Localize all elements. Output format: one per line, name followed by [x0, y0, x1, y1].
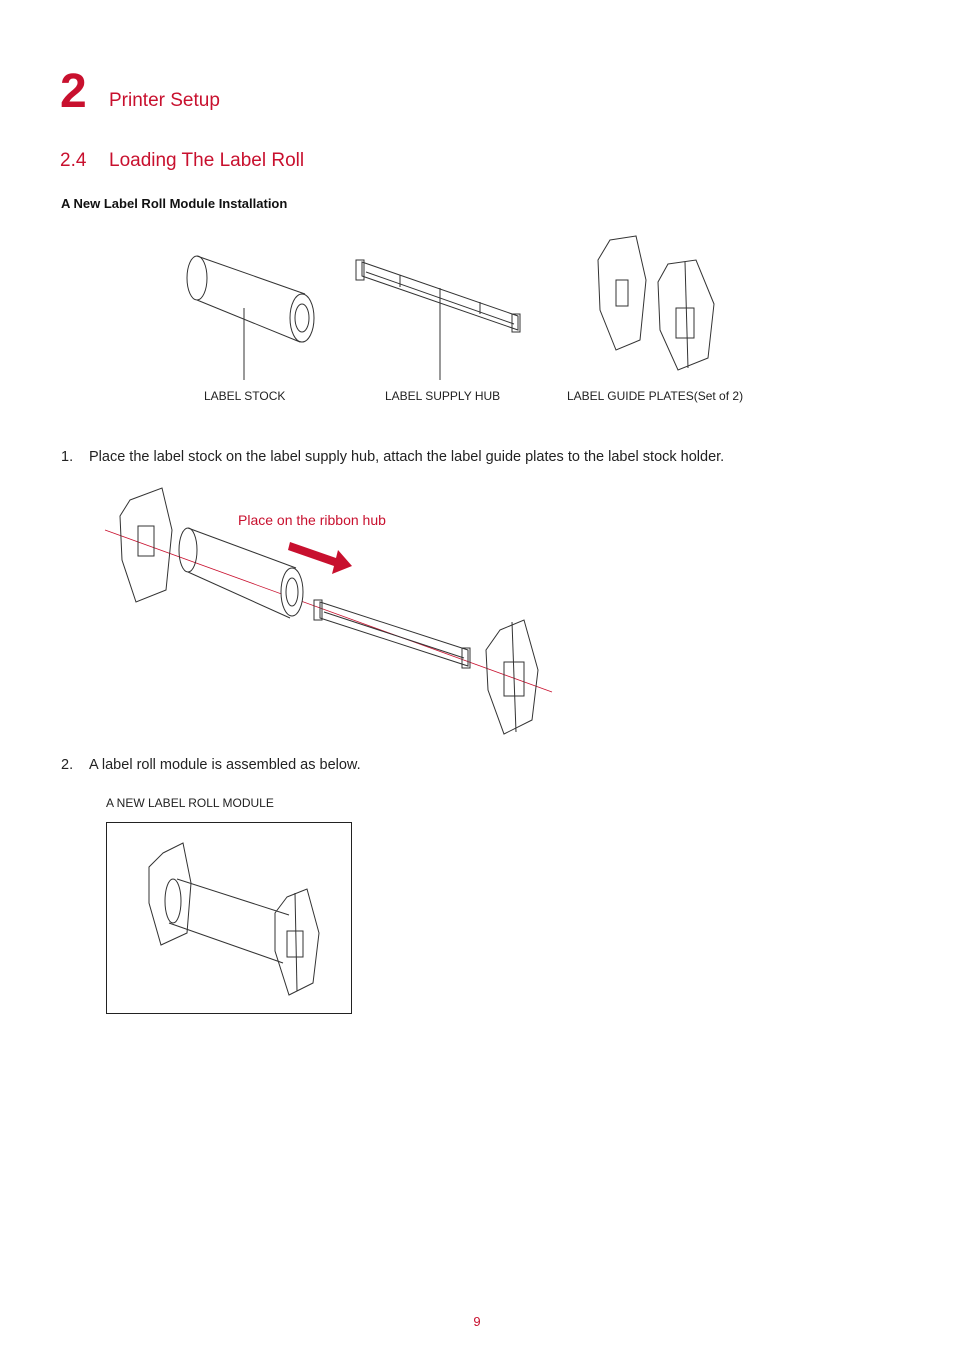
step-text: A label roll module is assembled as below. — [89, 757, 361, 773]
module-figure-frame — [106, 822, 352, 1014]
label-stock-drawing — [187, 256, 314, 380]
page-number: 9 — [473, 1314, 481, 1329]
step-number: 1. — [61, 449, 74, 465]
label-supply-hub-caption: LABEL SUPPLY HUB — [385, 389, 501, 403]
arrow-drawing — [288, 542, 352, 574]
label-stock-drawing — [179, 528, 303, 618]
section-title: Loading The Label Roll — [109, 150, 305, 171]
right-guide-plate-drawing — [486, 620, 538, 734]
label-supply-hub-drawing — [356, 260, 520, 380]
label-guide-plates-drawing — [598, 236, 714, 370]
module-caption: A NEW LABEL ROLL MODULE — [106, 796, 274, 810]
subheading: A New Label Roll Module Installation — [61, 196, 288, 211]
parts-illustration — [170, 230, 770, 390]
arrow-label: Place on the ribbon hub — [238, 512, 386, 528]
section-number: 2.4 — [60, 150, 87, 171]
label-guide-plates-caption: LABEL GUIDE PLATES(Set of 2) — [567, 389, 744, 403]
supply-hub-drawing — [314, 600, 470, 668]
step-text: Place the label stock on the label supply hub, attach the label guide plates to the label stock holder. — [89, 449, 725, 465]
step-2 — [61, 757, 361, 773]
label-stock-caption: LABEL STOCK — [204, 389, 286, 403]
step-number: 2. — [61, 757, 74, 773]
chapter-number: 2 — [60, 65, 87, 118]
alignment-axis — [105, 530, 552, 692]
step-1 — [61, 449, 724, 465]
assembled-module-illustration — [107, 823, 351, 1013]
chapter-title: Printer Setup — [109, 90, 220, 111]
